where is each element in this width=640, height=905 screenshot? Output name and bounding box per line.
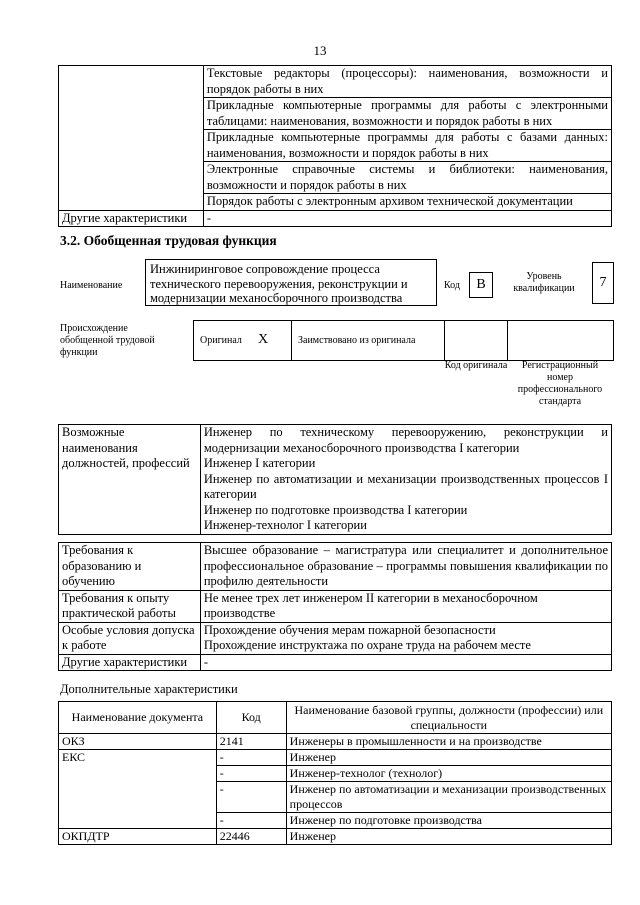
position-item: Инженер по подготовке производства I категории xyxy=(203,502,468,517)
knowledge-item: Порядок работы с электронным архивом технической документации xyxy=(203,194,611,211)
name-value-box xyxy=(145,259,437,306)
knowledge-item: Электронные справочные системы и библиотеки: наименования, возможности и порядок работы в них xyxy=(203,162,611,194)
education-value: Высшее образование – магистратура или специалитет и дополнительное профессиональное образование – программы повышения квалификации по профилю деятельности xyxy=(200,543,611,591)
knowledge-table xyxy=(58,65,612,227)
education-label: Требования к образованию и обучению xyxy=(59,543,201,591)
other-characteristics-label: Другие характеристики xyxy=(59,210,204,227)
code-original-caption: Код оригинала xyxy=(444,360,508,371)
level-value-box xyxy=(592,262,614,304)
other-characteristics-value: - xyxy=(200,654,611,671)
divider xyxy=(507,320,508,361)
name-cell: Инженер по подготовке производства xyxy=(286,813,611,829)
special-condition-item: Прохождение обучения мерам пожарной безопасности xyxy=(203,622,496,637)
other-characteristics-label: Другие характеристики xyxy=(59,654,201,671)
experience-value: Не менее трех лет инженером II категории в механосборочном производстве xyxy=(200,590,611,622)
experience-label: Требования к опыту практической работы xyxy=(59,590,201,622)
page-number: 13 xyxy=(313,43,327,58)
name-value: Инжиниринговое сопровождение процесса технического перевооружения, реконструкции и модернизации механосборочного производства xyxy=(150,262,408,305)
header-name: Наименование базовой группы, должности (профессии) или специальности xyxy=(286,702,611,734)
position-item: Инженер-технолог I категории xyxy=(203,518,367,532)
code-cell: - xyxy=(216,813,286,829)
knowledge-item: Прикладные компьютерные программы для работы с базами данных: наименования, возможности и порядок работы в них xyxy=(203,130,611,162)
name-label: Наименование xyxy=(60,280,123,291)
positions-label: Возможные наименования должностей, профессий xyxy=(59,425,201,535)
divider xyxy=(291,320,292,361)
code-cell: 2141 xyxy=(216,734,286,750)
original-label: Оригинал xyxy=(200,335,242,346)
header-code: Код xyxy=(216,702,286,734)
doc-cell: ОКЗ xyxy=(59,734,217,750)
original-mark: X xyxy=(258,332,269,347)
name-cell: Инженер по автоматизации и механизации производственных процессов xyxy=(286,782,611,813)
code-cell: - xyxy=(216,766,286,782)
special-conditions-value xyxy=(200,622,611,654)
positions-table xyxy=(58,424,612,535)
requirements-table xyxy=(58,542,612,671)
code-cell: 22446 xyxy=(216,829,286,845)
code-cell: - xyxy=(216,782,286,813)
reg-number-caption: Регистрационный номер профессионального стандарта xyxy=(517,360,603,407)
level-value: 7 xyxy=(599,275,607,290)
divider xyxy=(444,320,445,361)
special-conditions-label: Особые условия допуска к работе xyxy=(59,622,201,654)
code-label: Код xyxy=(444,280,460,291)
additional-table xyxy=(58,701,612,845)
position-item: Инженер по автоматизации и механизации производственных процессов I категории xyxy=(203,471,608,501)
name-cell: Инженер xyxy=(286,750,611,766)
other-characteristics-value: - xyxy=(203,210,611,227)
doc-cell: ОКПДТР xyxy=(59,829,217,845)
level-label: Уровень квалификации xyxy=(513,271,575,294)
code-value: В xyxy=(476,277,486,292)
additional-title: Дополнительные характеристики xyxy=(60,682,238,696)
section-heading: 3.2. Обобщенная трудовая функция xyxy=(60,233,277,248)
doc-cell: ЕКС xyxy=(59,750,217,829)
origin-label: Происхождение обобщенной трудовой функции xyxy=(60,323,155,358)
knowledge-item: Текстовые редакторы (процессоры): наименования, возможности и порядок работы в них xyxy=(203,66,611,98)
position-item: Инженер по техническому перевооружению, реконструкции и модернизации механосборочного производства I категории xyxy=(203,425,608,455)
code-value-box xyxy=(469,272,493,298)
position-item: Инженер I категории xyxy=(203,456,316,470)
name-cell: Инженеры в промышленности и на производстве xyxy=(286,734,611,750)
name-cell: Инженер xyxy=(286,829,611,845)
knowledge-item: Прикладные компьютерные программы для работы с электронными таблицами: наименования, возможности и порядок работы в них xyxy=(203,98,611,130)
knowledge-label-cell xyxy=(59,66,204,211)
code-cell: - xyxy=(216,750,286,766)
special-condition-item: Прохождение инструктажа по охране труда на рабочем месте xyxy=(203,638,531,652)
name-cell: Инженер-технолог (технолог) xyxy=(286,766,611,782)
header-document: Наименование документа xyxy=(59,702,217,734)
borrowed-label: Заимствовано из оригинала xyxy=(298,335,416,346)
positions-list xyxy=(200,425,611,535)
